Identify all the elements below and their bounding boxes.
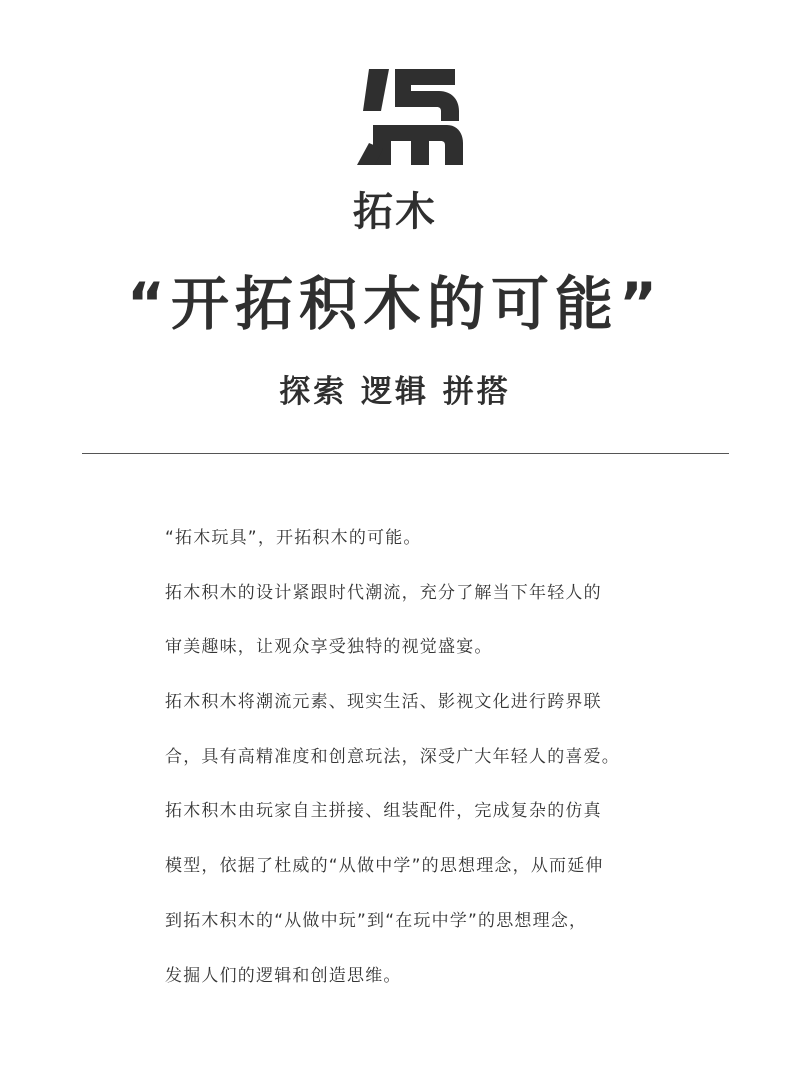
brand-name: 拓木	[353, 189, 437, 235]
body-line: 发掘人们的逻辑和创造思维。	[165, 965, 402, 986]
body-line: 到拓木积木的“从做中玩”到“在玩中学”的思想理念，	[165, 910, 588, 931]
headline: “开拓积木的可能”	[126, 270, 664, 338]
tuomu-logo-icon	[355, 65, 465, 175]
body-line: 拓木积木的设计紧跟时代潮流，充分了解当下年轻人的	[165, 582, 602, 603]
body-line: 拓木积木由玩家自主拼接、组装配件，完成复杂的仿真	[165, 801, 602, 822]
body-line: “拓木玩具”，开拓积木的可能。	[165, 528, 422, 548]
body-line: 合，具有高精准度和创意玩法，深受广大年轻人的喜爱。	[165, 746, 620, 767]
body-text	[165, 520, 745, 1012]
body-line: 模型，依据了杜威的“从做中学”的思想理念，从而延伸	[165, 856, 604, 877]
body-line: 拓木积木将潮流元素、现实生活、影视文化进行跨界联	[165, 692, 602, 713]
subtitle: 探索 逻辑 拼搭	[279, 374, 511, 410]
divider	[82, 453, 729, 454]
body-line: 审美趣味，让观众享受独特的视觉盛宴。	[165, 637, 493, 658]
